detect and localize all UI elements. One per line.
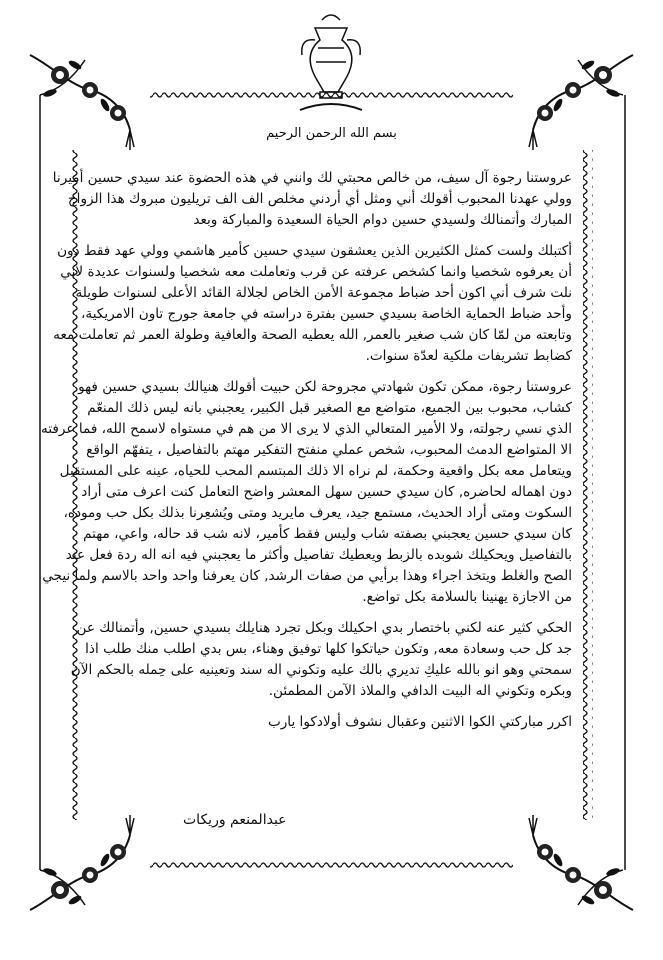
- letter-body: [41, 168, 572, 733]
- paragraph-line: الحكي كثير عنه لكني باختصار بدي احكيلك وبكل تجرد هنايلك بسيدي حسين, وأتمنالك عن: [76, 620, 572, 636]
- paragraph-line: وتابعته من لمّا كان شب صغير بالعمر, الله يعطيه الصحة والعافية وطولة العمر ثم تعاملت معه: [53, 327, 572, 343]
- paragraph-line: أكتبلك ولست كمثل الكثيرين الذين يعشقون سيدي حسين كأمير هاشمي وولي عهد فقط دون: [57, 243, 572, 259]
- paragraph-line: كضابط تشريفات ملكية لعدّة سنوات.: [365, 348, 572, 364]
- letter-paragraph: [41, 377, 572, 608]
- paragraph-line: جد كل حب وسعادة معه, وتكون حياتكوا كلها توفيق وهناء، بس بدي اطلب منك طلب اذا: [85, 641, 572, 657]
- paragraph-line: الصح والغلط ويتخذ اجراء وهذا برأيي من صفات الرشد, كان يعرفنا واحد واحد بالاسم ولما نيجي: [42, 568, 572, 584]
- paragraph-line: كان سيدي حسين يعجبني بصفته شاب وليس فقط كأمير، لانه شب قد حاله، واعي، مهتم: [83, 526, 572, 542]
- paragraph-line: المبارك وأتمنالك ولسيدي حسين دوام الحياة السعيدة والمباركة وبعد: [193, 212, 572, 228]
- paragraph-line: ويتعامل معه بكل واقعية وحكمة، لم نراه الا ذلك المبتسم المحب للحياه، عينه على المستقبل: [59, 463, 572, 479]
- paragraph-line: دون اهماله لحاضره, كان سيدي حسين سهل المعشر واضح التعامل كنت اعرف متى أراد: [81, 484, 572, 500]
- paragraph-line: كشاب، محبوب بين الجميع، متواضع مع الصغير قبل الكبير، يعجبني بانه ليس ذلك المنعّم: [87, 400, 572, 416]
- paragraph-line: وبكره وتكوني اله البيت الدافي والملاذ الآمن المطمئن.: [268, 683, 572, 699]
- paragraph-line: نلت شرف أني اكون أحد ضباط مجموعة الأمن الخاص لجلالة القائد الأعلى لسنوات طويلة: [75, 285, 572, 301]
- paragraph-line: وأحد ضباط الحماية الخاصة بسيدي حسين بفترة دراسته في جامعة جورج تاون الامريكية،: [81, 306, 572, 322]
- paragraph-line: بالتفاصيل ويحكيلك شوبده بالزبط ويعطيك تفاصيل وأكثر ما يعجبني فيه انه اله ردة فعل عند: [65, 547, 572, 563]
- paragraph-line: عروستنا رجوة آل سيف، من خالص محبتي لك وانني في هذه الحضوة عند سيدي حسين أميرنا: [52, 170, 572, 186]
- paragraph-line: سمحتي وهو انو بالله عليكِ تديري بالك عليه وتكوني اله سند وتعينيه على حِمله بالحكم الآن: [70, 662, 572, 678]
- paragraph-line: أن يعرفوه شخصيا وانما كشخص عرفته عن قرب وتعاملت معه شخصيا ولسنوات عديدة لاني: [60, 264, 572, 280]
- letter-paragraph: [70, 618, 572, 702]
- letter-paragraph: [53, 241, 572, 367]
- corner-ornament-icon: [529, 815, 633, 910]
- paragraph-line: عروستنا رجوة، ممكن تكون شهادتي مجروحة لكن حبيت أقولك هنيالك بسيدي حسين فهو: [78, 379, 572, 395]
- basmala-heading: بسم الله الرحمن الرحيم: [266, 126, 397, 141]
- corner-ornament-icon: [30, 815, 134, 910]
- paragraph-line: الا المتواضع الدمث المحبوب، شخص عملي منفتح التفكير مهتم بالتفاصيل ، يتفهّم الواقع: [86, 442, 572, 458]
- paragraph-line: من الاجازة يهنينا بالسلامة بكل تواضع.: [362, 589, 572, 605]
- signature: عبدالمنعم وريكات: [183, 812, 287, 828]
- closing-line: اكرر مباركتي الكوا الاثنين وعقبال نشوف أولادكوا يارب: [267, 714, 572, 730]
- paragraph-line: الذي نسي رجولته، ولا الأمير المتعالي الذي لا يرى الا من هم في مستواه لاسمح الله، فما عرفته: [41, 421, 572, 437]
- paragraph-line: وولي عهدنا المحبوب أقولك أني ومثل أي أردني مخلص الف الف تريليون مبروك هذا الزواج: [67, 191, 572, 207]
- letter-paragraph: [52, 168, 572, 231]
- paragraph-line: السكوت ومتى أراد الحديث، مستمع جيد، يعرف مايريد ومتى ويُشعِرنا بذلك بكل حب وموده،: [63, 505, 572, 521]
